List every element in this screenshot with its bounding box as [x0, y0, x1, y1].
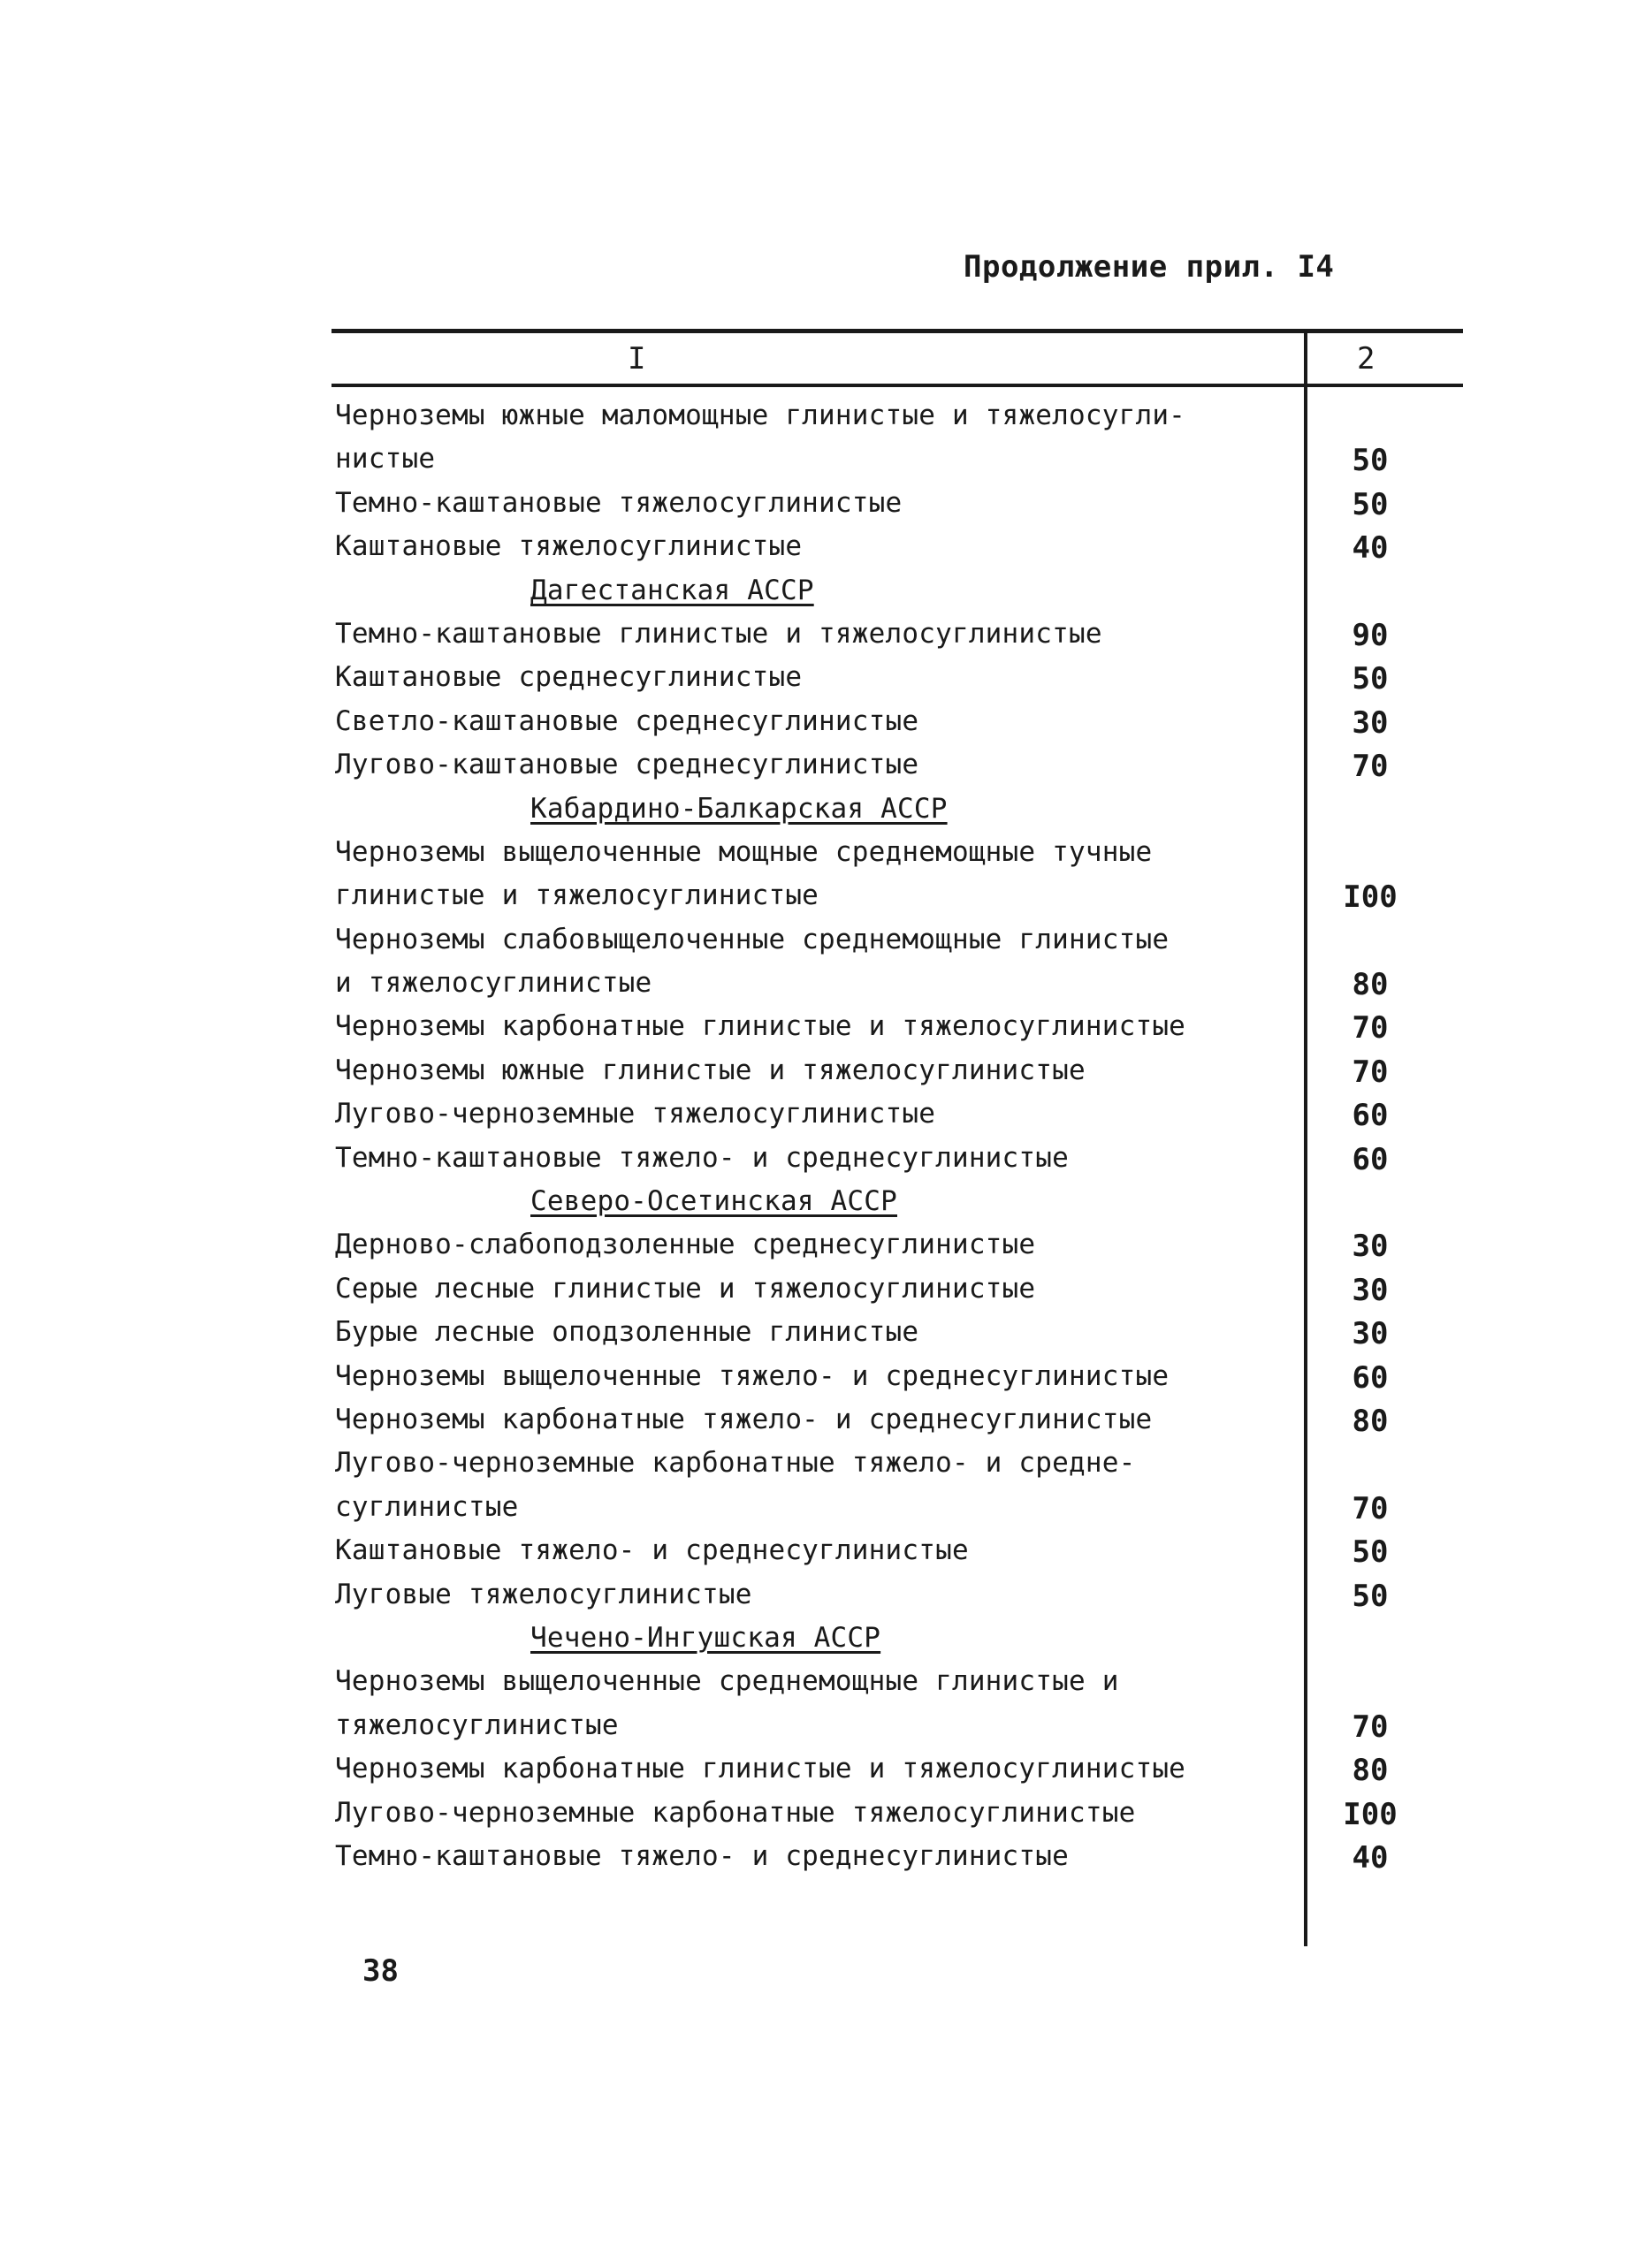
table-row — [331, 525, 1463, 568]
soil-value: 60 — [1352, 1359, 1389, 1396]
header-bottom-rule — [331, 384, 1463, 387]
soil-value: 60 — [1352, 1098, 1389, 1134]
soil-value: 70 — [1352, 1054, 1389, 1090]
table-row — [331, 1137, 1463, 1180]
soil-type-text: Светло-каштановые среднесуглинистые — [335, 704, 919, 737]
soil-type-text: тяжелосуглинистые — [335, 1709, 619, 1741]
soil-type-text: Серые лесные глинистые и тяжелосуглинистые — [335, 1272, 1036, 1305]
table-row — [331, 1398, 1463, 1442]
soil-type-text: Луговые тяжелосуглинистые — [335, 1578, 752, 1610]
soil-value: 70 — [1352, 1010, 1389, 1046]
page-number: 38 — [362, 1953, 399, 1989]
soil-value: I00 — [1343, 879, 1398, 916]
soil-type-text: Темно-каштановые тяжело- и среднесуглинистые — [335, 1839, 1069, 1872]
soil-value: 30 — [1352, 1272, 1389, 1308]
soil-type-text: Каштановые тяжело- и среднесуглинистые — [335, 1534, 969, 1567]
soil-value: 50 — [1352, 443, 1389, 479]
table-row — [331, 1355, 1463, 1398]
soil-type-text: Черноземы выщелоченные тяжело- и среднесуглинистые — [335, 1359, 1170, 1392]
table-row — [331, 482, 1463, 525]
region-heading-row — [331, 788, 1463, 831]
soil-type-text: глинистые и тяжелосуглинистые — [335, 879, 819, 912]
table-row — [331, 1835, 1463, 1878]
table-row — [331, 1442, 1463, 1485]
soil-type-text: нистые — [335, 443, 436, 476]
region-name: Дагестанская АССР — [530, 574, 814, 606]
soil-type-text: Черноземы южные маломощные глинистые и тяжелосугли- — [335, 400, 1186, 431]
soil-type-text: Лугово-каштановые среднесуглинистые — [335, 749, 919, 781]
soil-type-text: Темно-каштановые тяжелосуглинистые — [335, 486, 903, 519]
table-row — [331, 394, 1463, 438]
region-heading-row — [331, 569, 1463, 613]
soil-value: 30 — [1352, 1229, 1389, 1265]
soil-type-text: Черноземы карбонатные тяжело- и среднесуглинистые — [335, 1403, 1153, 1435]
table-row — [331, 1747, 1463, 1791]
soil-type-text: Каштановые среднесуглинистые — [335, 661, 803, 694]
table-row — [331, 1311, 1463, 1354]
soil-type-text: Черноземы слабовыщелоченные среднемощные глинистые — [335, 923, 1170, 955]
column-header-2: 2 — [1357, 341, 1375, 377]
soil-type-text: Бурые лесные оподзоленные глинистые — [335, 1316, 919, 1349]
soil-value: 80 — [1352, 1403, 1389, 1439]
soil-value: 50 — [1352, 1578, 1389, 1614]
table-row — [331, 1660, 1463, 1703]
table-row — [331, 1049, 1463, 1092]
table-row — [331, 613, 1463, 656]
soil-table — [331, 329, 1463, 1946]
table-row — [331, 1267, 1463, 1311]
table-row — [331, 1792, 1463, 1835]
soil-type-text: Черноземы выщелоченные среднемощные глинистые и — [335, 1665, 1119, 1698]
table-row — [331, 1704, 1463, 1747]
soil-type-text: Темно-каштановые тяжело- и среднесуглинистые — [335, 1141, 1069, 1174]
soil-value: 30 — [1352, 704, 1389, 741]
region-heading-row — [331, 1617, 1463, 1660]
region-heading-row — [331, 1180, 1463, 1223]
table-row — [331, 874, 1463, 917]
table-row — [331, 656, 1463, 699]
soil-value: 50 — [1352, 486, 1389, 522]
table-row — [331, 1223, 1463, 1267]
soil-value: 80 — [1352, 967, 1389, 1003]
soil-type-text: Лугово-черноземные тяжелосуглинистые — [335, 1098, 936, 1130]
soil-value: 70 — [1352, 749, 1389, 785]
soil-type-text: Черноземы выщелоченные мощные среднемощные тучные — [335, 835, 1153, 868]
column-header-1: I — [628, 341, 646, 377]
table-row — [331, 743, 1463, 787]
soil-value: 90 — [1352, 617, 1389, 653]
table-body — [331, 394, 1463, 1878]
soil-value: 30 — [1352, 1316, 1389, 1352]
table-row — [331, 1573, 1463, 1617]
soil-value: 70 — [1352, 1490, 1389, 1526]
region-name: Чечено-Ингушская АССР — [530, 1621, 881, 1654]
continuation-heading: Продолжение прил. I4 — [964, 249, 1335, 285]
soil-value: 40 — [1352, 530, 1389, 567]
table-row — [331, 1005, 1463, 1048]
soil-value: 50 — [1352, 1534, 1389, 1571]
region-name: Северо-Осетинская АССР — [530, 1185, 897, 1218]
soil-value: 50 — [1352, 661, 1389, 697]
table-row — [331, 1486, 1463, 1529]
soil-type-text: Каштановые тяжелосуглинистые — [335, 530, 803, 563]
soil-value: I00 — [1343, 1796, 1398, 1832]
table-row — [331, 962, 1463, 1005]
table-row — [331, 1529, 1463, 1572]
soil-type-text: суглинистые — [335, 1490, 519, 1523]
region-name: Кабардино-Балкарская АССР — [530, 792, 948, 825]
soil-value: 80 — [1352, 1753, 1389, 1789]
soil-type-text: Черноземы карбонатные глинистые и тяжелосуглинистые — [335, 1010, 1186, 1043]
soil-value: 70 — [1352, 1709, 1389, 1745]
table-row — [331, 438, 1463, 481]
soil-type-text: Черноземы южные глинистые и тяжелосуглинистые — [335, 1054, 1086, 1086]
soil-type-text: и тяжелосуглинистые — [335, 967, 652, 1000]
table-row — [331, 1092, 1463, 1136]
soil-value: 40 — [1352, 1839, 1389, 1876]
soil-type-text: Дерново-слабоподзоленные среднесуглинистые — [335, 1229, 1036, 1261]
soil-type-text: Лугово-черноземные карбонатные тяжелосуглинистые — [335, 1796, 1136, 1829]
soil-type-text: Темно-каштановые глинистые и тяжелосуглинистые — [335, 617, 1102, 650]
soil-type-text: Черноземы карбонатные глинистые и тяжелосуглинистые — [335, 1753, 1186, 1785]
table-row — [331, 831, 1463, 874]
soil-value: 60 — [1352, 1141, 1389, 1177]
table-top-rule — [331, 329, 1463, 333]
table-row — [331, 700, 1463, 743]
table-row — [331, 918, 1463, 962]
soil-type-text: Лугово-черноземные карбонатные тяжело- и средне- — [335, 1447, 1136, 1480]
